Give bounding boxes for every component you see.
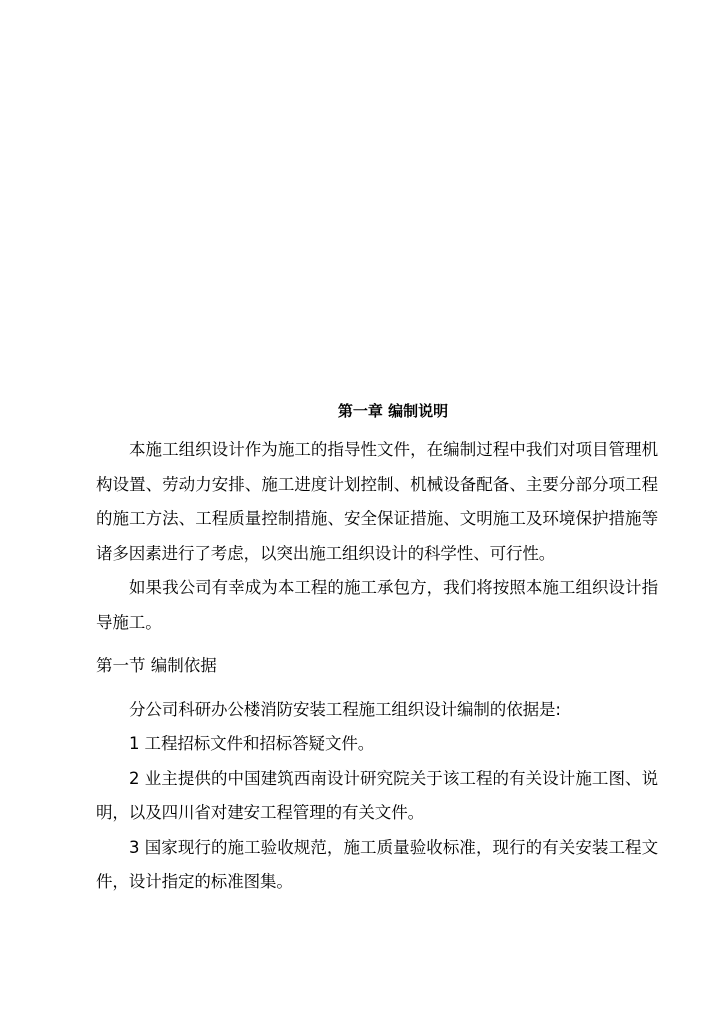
section-list-item: 2 业主提供的中国建筑西南设计研究院关于该工程的有关设计施工图、说明，以及四川省对建安工程管理的有关文件。: [96, 768, 658, 822]
intro-paragraph: 本施工组织设计作为施工的指导性文件，在编制过程中我们对项目管理机构设置、劳动力安排、施工进度计划控制、机械设备配备、主要分部分项工程的施工方法、工程质量控制措施、安全保证措施、文明施工及环境保护措施等诸多因素进行了考虑，以突出施工组织设计的科学性、可行性。: [96, 440, 658, 563]
document-body: [96, 398, 658, 900]
section-title: 第一节 编制依据: [96, 656, 217, 675]
chapter-title: 第一章 编制说明: [337, 402, 449, 420]
intro-paragraph: 如果我公司有幸成为本工程的施工承包方，我们将按照本施工组织设计指导施工。: [96, 578, 658, 632]
section-list-item: 1 工程招标文件和招标答疑文件。: [129, 734, 375, 753]
section-paragraph: 分公司科研办公楼消防安装工程施工组织设计编制的依据是:: [129, 699, 561, 719]
section-list-item: 3 国家现行的施工验收规范，施工质量验收标准，现行的有关安装工程文件，设计指定的标准图集。: [96, 837, 658, 891]
